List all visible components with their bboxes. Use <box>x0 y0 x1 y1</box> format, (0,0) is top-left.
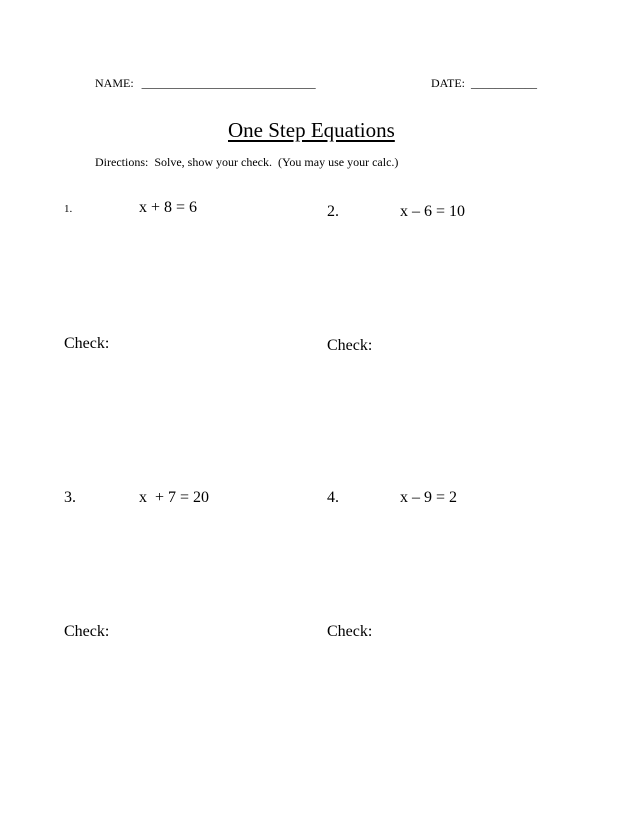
problem-3-check-label: Check: <box>64 623 110 640</box>
problem-2-check-label: Check: <box>327 337 373 354</box>
problem-1-number: 1. <box>64 203 73 215</box>
problem-4-number: 4. <box>327 489 339 506</box>
name-line <box>95 76 316 91</box>
date-line <box>431 76 537 91</box>
date-blank: ___________ <box>471 76 537 90</box>
problem-3-number: 3. <box>64 489 76 506</box>
problem-4-equation: x – 9 = 2 <box>400 489 458 506</box>
problem-4-check-label: Check: <box>327 623 373 640</box>
directions: Directions: Solve, show your check. (You may use your calc.) <box>95 155 399 169</box>
problem-1-equation: x + 8 = 6 <box>139 199 198 216</box>
name-label: NAME: <box>95 76 134 90</box>
date-label: DATE: <box>431 76 465 90</box>
problem-3-equation: x + 7 = 20 <box>139 489 210 506</box>
problem-2-number: 2. <box>327 203 339 220</box>
problem-2-equation: x – 6 = 10 <box>400 203 466 220</box>
page-title: One Step Equations <box>228 118 395 142</box>
problem-1-check-label: Check: <box>64 335 110 352</box>
name-blank: _____________________________ <box>141 76 316 90</box>
